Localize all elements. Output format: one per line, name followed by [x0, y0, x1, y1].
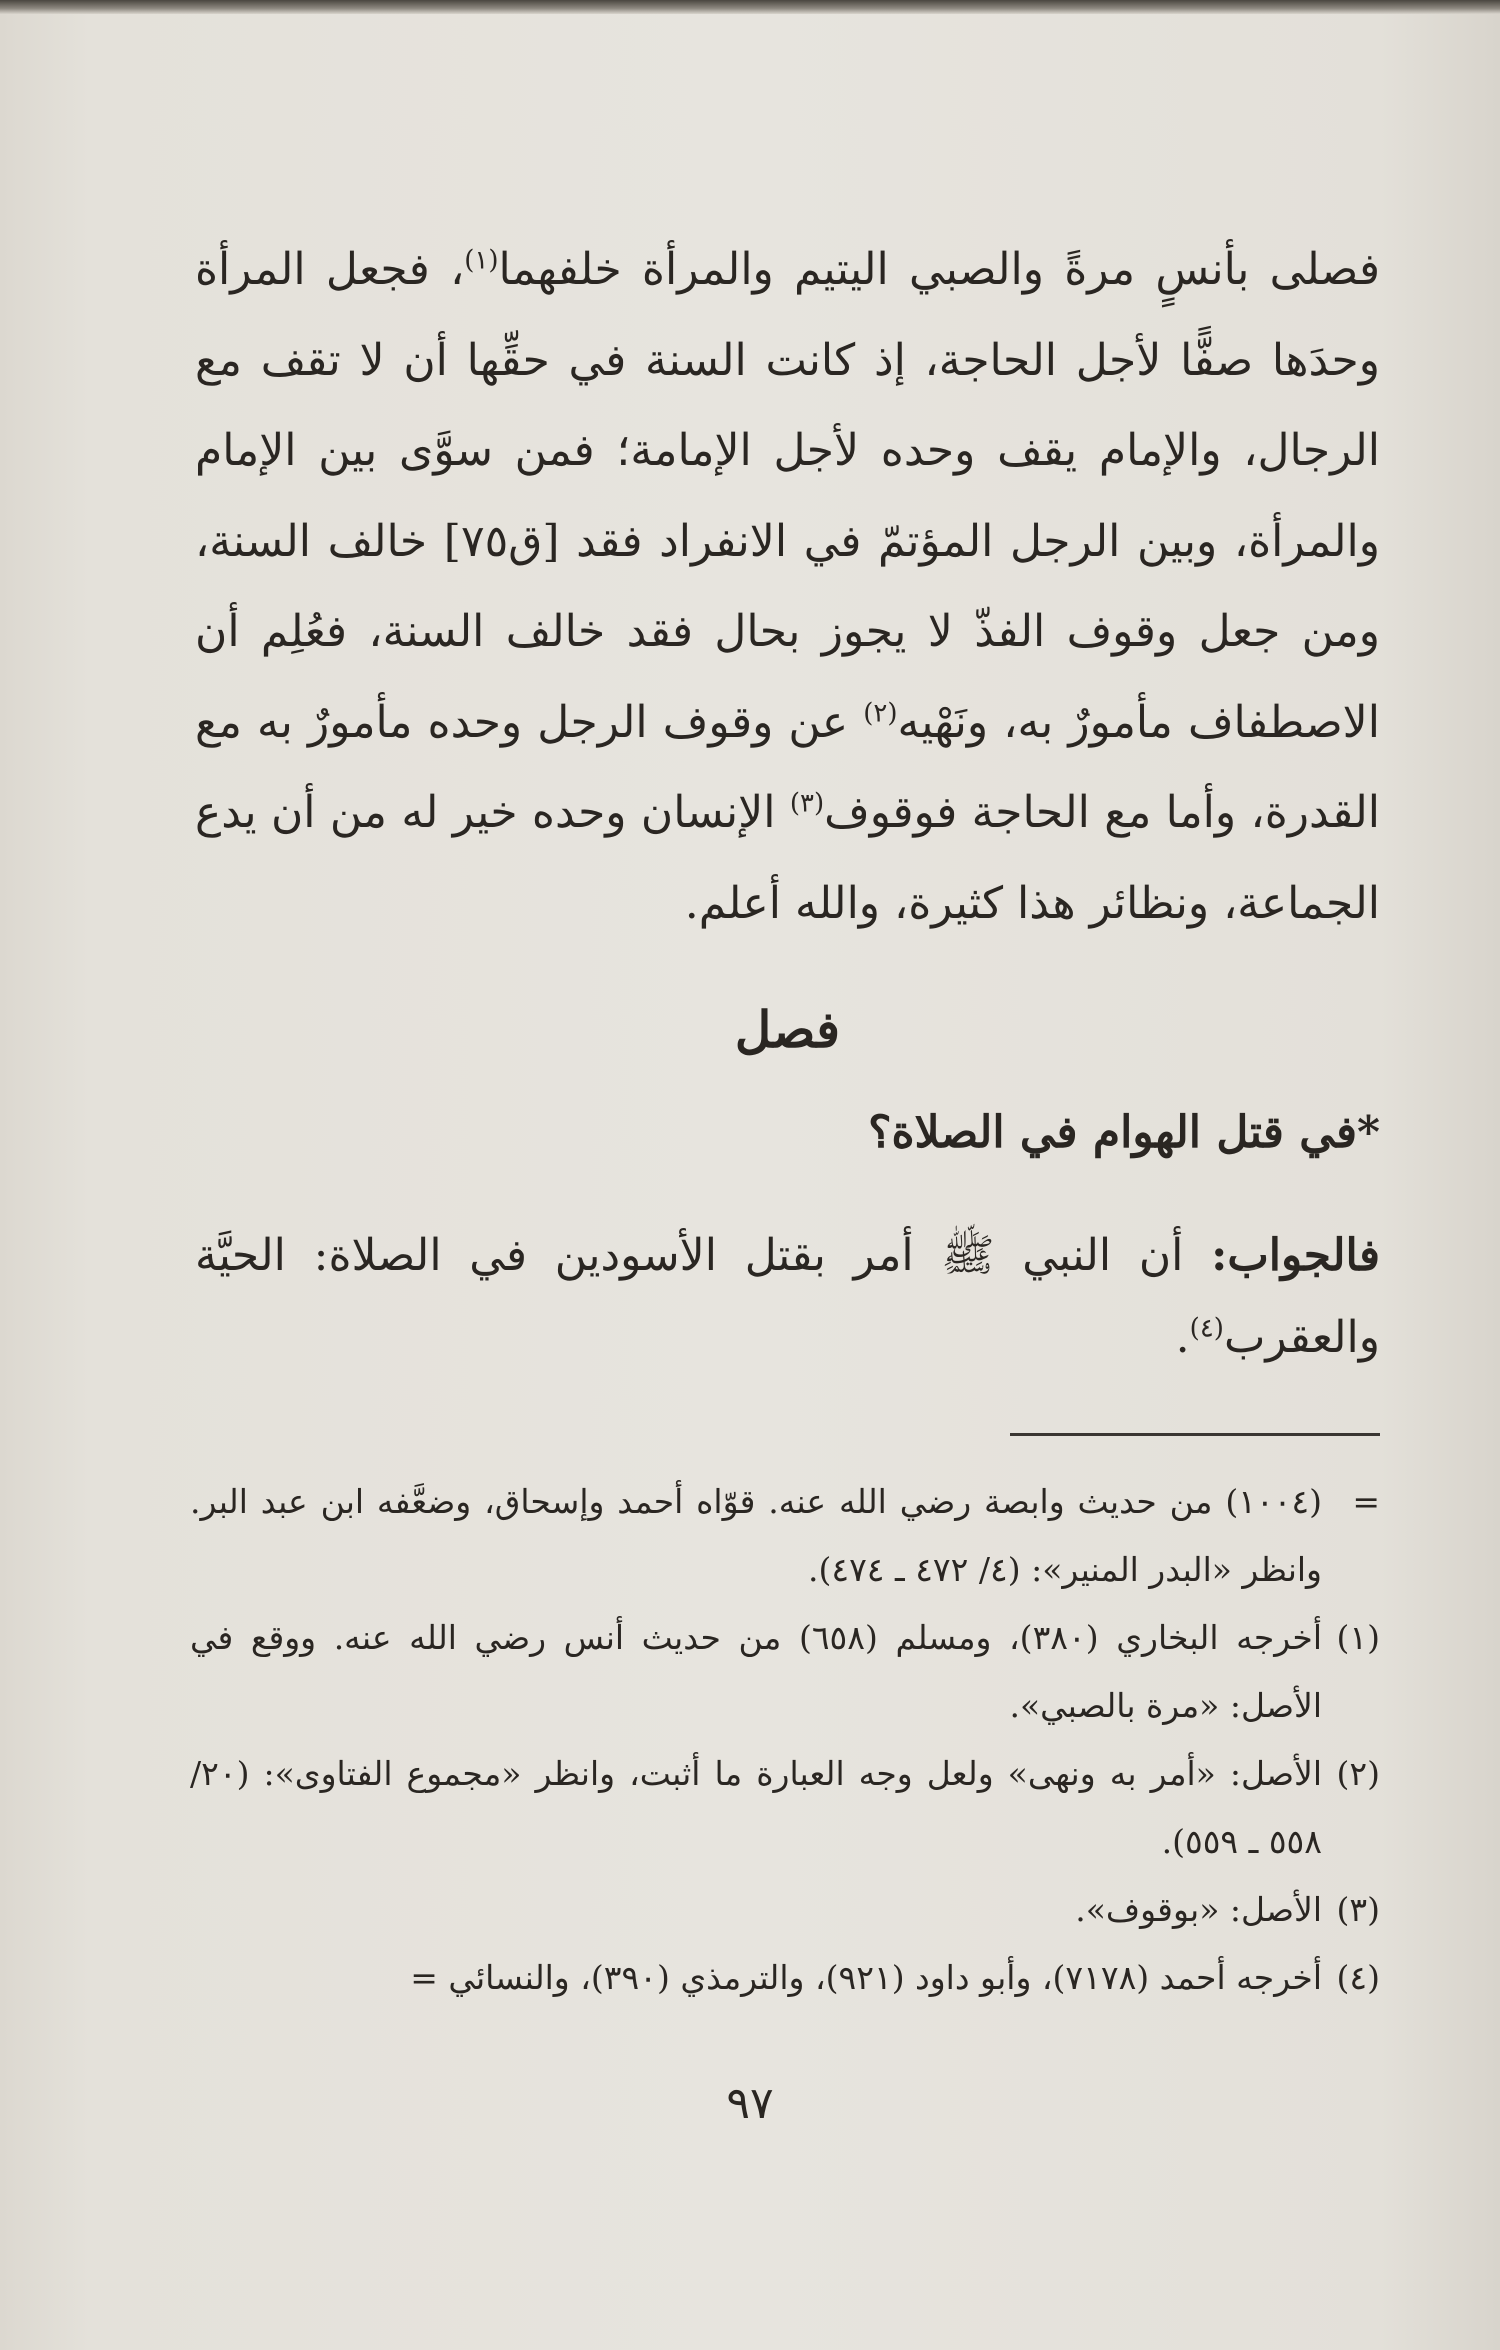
footnote-marker: (٤) [1336, 1958, 1380, 1997]
body-paragraph [195, 225, 1380, 949]
body-paragraph-text: فصلى بأنسٍ مرةً والصبي اليتيم والمرأة خلفهما$^{(١)}$، فجعل المرأة وحدَها صفًّا لأجل الحاجة، إذ كانت السنة في حقِّها أن لا تقف مع الرجال، والإمام يقف وحده لأجل الإمامة؛ فمن سوَّى بين الإمام والمرأة، وبين الرجل المؤتمّ في الانفراد فقد [ق٧٥] خالف السنة، ومن جعل وقوف الفذّ لا يجوز بحال فقد خالف السنة، فعُلِم أن الاصطفاف مأمورٌ به، ونَهْيه$^{(٢)}$ عن وقوف الرجل وحده مأمورٌ به مع القدرة، وأما مع الحاجة فوقوف$^{(٣)}$ الإنسان وحده خير له من أن يدع الجماعة، ونظائر هذا كثيرة، والله أعلم. [195, 244, 1381, 929]
section-answer: فالجواب: أن النبي ﷺ أمر بقتل الأسودين في الصلاة: الحيَّة والعقرب$^{(٤)}$. [195, 1230, 1380, 1363]
footnote-ref-3[interactable]: (٣) [789, 788, 825, 819]
footnote-4 [190, 1944, 1380, 2012]
footnote-ref-4[interactable]: (٤) [1189, 1313, 1224, 1344]
footnote-ref-2[interactable]: (٢) [863, 697, 898, 728]
footnote-text: (١٠٠٤) من حديث وابصة رضي الله عنه. قوّاه أحمد وإسحاق، وضعَّفه ابن عبد البر. وانظر «البدر المنير»: (٤/ ٤٧٢ ـ ٤٧٤). [190, 1482, 1322, 1589]
footnote-2 [190, 1740, 1380, 1876]
footnotes [190, 1468, 1380, 2012]
footnote-marker: (٣) [1336, 1890, 1380, 1929]
footnote-marker: (٢) [1336, 1754, 1380, 1793]
footnote-ref-1[interactable]: (١) [464, 245, 499, 276]
section-heading: فصل [734, 1000, 841, 1059]
footnote-1 [190, 1604, 1380, 1740]
footnote-text: الأصل: «أمر به ونهى» ولعل وجه العبارة ما أثبت، وانظر «مجموع الفتاوى»: (٢٠/ ٥٥٨ ـ ٥٥٩). [190, 1754, 1322, 1861]
footnote-marker: = [1352, 1482, 1380, 1521]
section-question: *في قتل الهوام في الصلاة؟ [868, 1107, 1380, 1158]
footnote-continuation [190, 1468, 1380, 1604]
page-top-edge [0, 0, 1500, 14]
footnote-text: الأصل: «بوقوف». [1075, 1890, 1322, 1929]
footnote-3 [190, 1876, 1380, 1944]
answer-text: أن النبي ﷺ أمر بقتل الأسودين في الصلاة: الحيَّة والعقرب [195, 1230, 1380, 1363]
footnote-marker: (١) [1336, 1618, 1380, 1657]
footnote-text: أخرجه أحمد (٧١٧٨)، وأبو داود (٩٢١)، والترمذي (٣٩٠)، والنسائي = [410, 1958, 1322, 1997]
footnote-divider [1010, 1433, 1380, 1436]
answer-lead: فالجواب: [1211, 1230, 1380, 1281]
footnote-text: أخرجه البخاري (٣٨٠)، ومسلم (٦٥٨) من حديث أنس رضي الله عنه. ووقع في الأصل: «مرة بالصبي». [190, 1618, 1322, 1725]
page-number: ٩٧ [726, 2078, 774, 2129]
